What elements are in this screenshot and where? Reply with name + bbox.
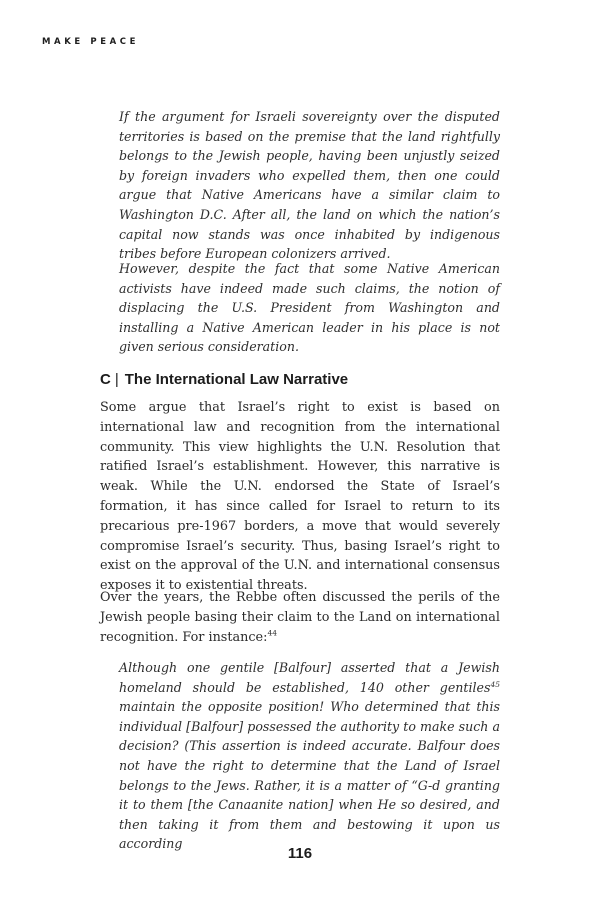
block-quote-paragraph: If the argument for Israeli sovereignty over the disputed territories is based on the premise that the land rightfully belongs to the Jewish people, having been unjustly seized by foreign invaders who expelled them, then one could argue that Native Americans have a similar claim to Washington D.C. After all, the land on which the nation’s capital now stands was once inhabited by indigenous tribes before European colonizers arrived.: [119, 109, 500, 262]
section-letter: C: [100, 371, 111, 388]
section-heading: [100, 371, 500, 388]
section-title: The International Law Narrative: [124, 371, 349, 388]
quote-text: Although one gentile [Balfour] asserted that a Jewish homeland should be established, 140 other gentiles: [119, 660, 500, 695]
body-paragraph: [100, 588, 500, 647]
running-head: MAKE PEACE: [42, 37, 140, 47]
footnote-marker: 44: [267, 628, 277, 638]
quote-text: maintain the opposite position! Who determined that this individual [Balfour] possessed the authority to make such a decision? (This assertion is indeed accurate. Balfour does not have the right to determine that the Land of Israel belongs to the Jews. Rather, it is a matter of “G-d granting it to them [the Canaanite nation] when He so desired, and then taking it from them and bestowing it upon us according: [119, 699, 500, 852]
body-paragraph: Some argue that Israel’s right to exist is based on international law and recognition from the international community. This view highlights the U.N. Resolution that ratified Israel’s establishment. However, this narrative is weak. While the U.N. endorsed the State of Israel’s formation, it has since called for Israel to return to its precarious pre-1967 borders, a move that would severely compromise Israel’s security. Thus, basing Israel’s right to exist on the approval of the U.N. and international consensus exposes it to existential threats.: [100, 400, 500, 594]
body-paragraph-text: Over the years, the Rebbe often discussed the perils of the Jewish people basing their claim to the Land on international recognition. For instance:: [100, 590, 500, 645]
page-number: 116: [287, 845, 313, 862]
block-quote-paragraph: [119, 658, 500, 854]
block-quote-paragraph: However, despite the fact that some Native American activists have indeed made such claims, the notion of displacing the U.S. President from Washington and installing a Native American leader in his place is not given serious consideration.: [119, 261, 500, 355]
section-separator: |: [114, 371, 119, 388]
footnote-marker: 45: [490, 679, 500, 689]
